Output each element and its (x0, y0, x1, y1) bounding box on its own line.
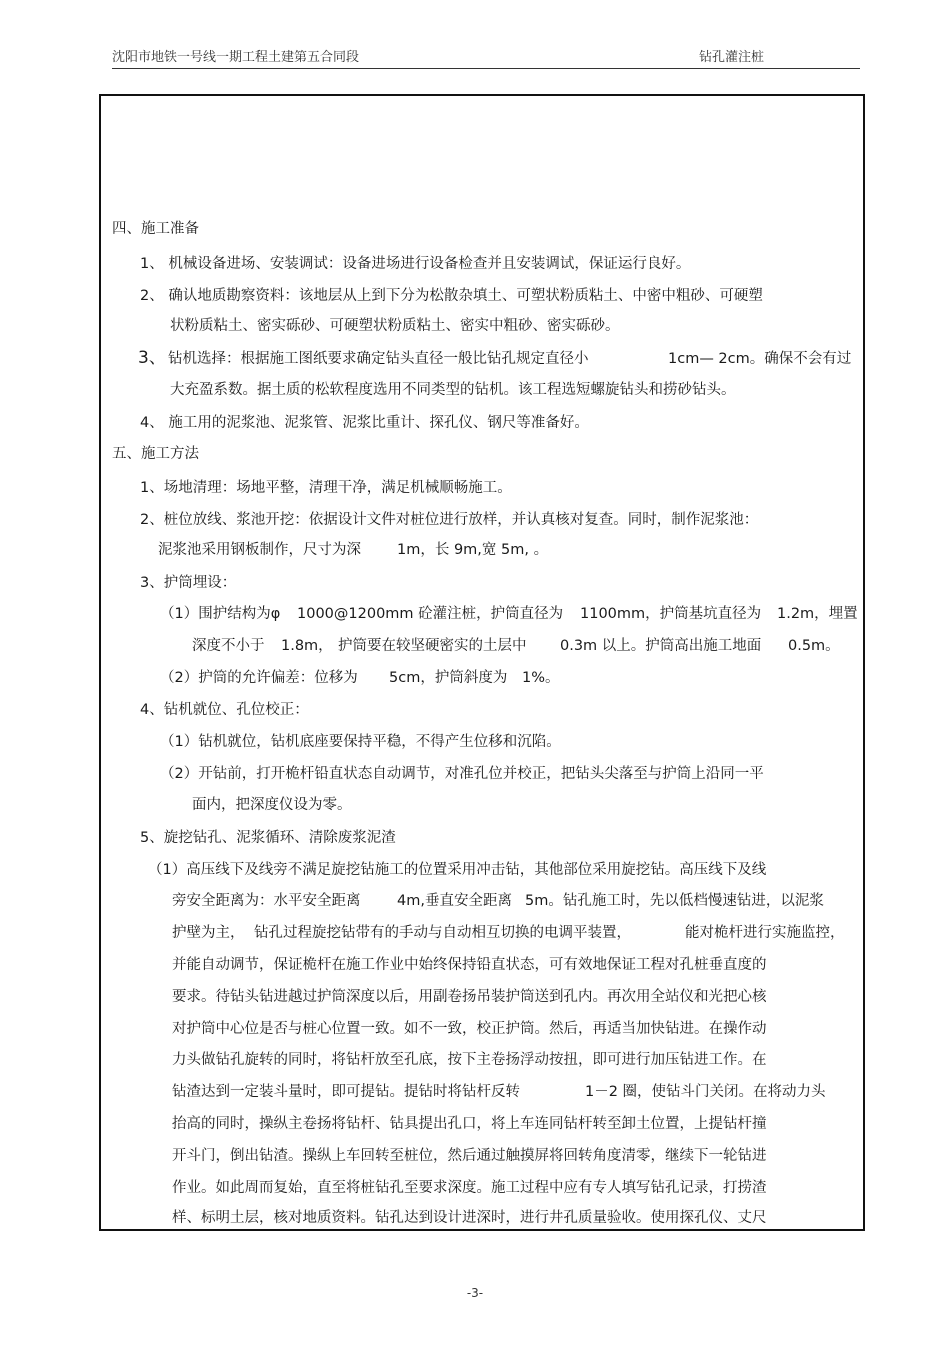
page-header (112, 44, 860, 66)
text-line: 1cm— 2cm。确保不会有过 (668, 351, 852, 367)
text-line: 对护筒中心位是否与桩心位置一致。如不一致，校正护筒。然后，再适当加快钻进。在操作动 (172, 1021, 767, 1037)
header-project-title: 沈阳市地铁一号线一期工程土建第五合同段 (112, 50, 360, 65)
text-line: 深度不小于 (192, 638, 265, 654)
text-line: 5cm，护筒斜度为 (389, 670, 508, 686)
text-line: 0.3m 以上。护筒高出施工地面 (560, 638, 762, 654)
section-heading: 四、施工准备 (112, 221, 199, 237)
text-line: （1）高压线下及线旁不满足旋挖钻施工的位置采用冲击钻，其他部位采用旋挖钻。高压线下及线 (148, 862, 767, 878)
text-line: 1－2 圈，使钻斗门关闭。在将动力头 (585, 1084, 826, 1100)
text-line: （2）护筒的允许偏差：位移为 (160, 670, 358, 686)
text-line: 1、 机械设备进场、安装调试：设备进场进行设备检查并且安装调试，保证运行良好。 (140, 256, 691, 272)
text-line: 大充盈系数。据土质的松软程度选用不同类型的钻机。该工程选短螺旋钻头和捞砂钻头。 (170, 382, 736, 398)
text-line: 1%。 (522, 670, 560, 686)
text-line: 护筒要在较坚硬密实的土层中 (338, 638, 527, 654)
text-line: 钻渣达到一定装斗量时，即可提钻。提钻时将钻杆反转 (172, 1084, 520, 1100)
text-line: 5、旋挖钻孔、泥浆循环、清除废浆泥渣 (140, 830, 396, 846)
text-line: 2、桩位放线、浆池开挖：依据设计文件对桩位进行放样，并认真核对复查。同时，制作泥浆池： (140, 512, 759, 528)
text-line: 并能自动调节，保证桅杆在施工作业中始终保持铅直状态，可有效地保证工程对孔桩垂直度的 (172, 957, 767, 973)
text-line: （1）围护结构为φ (160, 606, 281, 622)
text-line: 1000@1200mm 砼灌注桩，护筒直径为 (297, 606, 564, 622)
text-line: 4、钻机就位、孔位校正： (140, 702, 309, 718)
text-line: 3、护筒埋设： (140, 575, 237, 591)
text-line: 钻机选择：根据施工图纸要求确定钻头直径一般比钻孔规定直径小 (168, 351, 589, 367)
text-line: 要求。待钻头钻进越过护筒深度以后，用副卷扬吊装护筒送到孔内。再次用全站仪和光把心核 (172, 989, 767, 1005)
text-line: 开斗门，倒出钻渣。操纵上车回转至桩位，然后通过触摸屏将回转角度清零，继续下一轮钻进 (172, 1148, 767, 1164)
text-line: 抬高的同时，操纵主卷扬将钻杆、钻具提出孔口，将上车连同钻杆转至卸土位置，上提钻杆撞 (172, 1116, 767, 1132)
text-line: 钻孔过程旋挖钻带有的手动与自动相互切换的电调平装置， (254, 925, 631, 941)
text-line: 5m。钻孔施工时，先以低档慢速钻进，以泥浆 (525, 893, 824, 909)
section-heading: 五、施工方法 (112, 446, 199, 462)
text-line: 泥浆池采用钢板制作，尺寸为深 (158, 542, 361, 558)
text-line: 0.5m。 (788, 638, 840, 654)
text-line: 能对桅杆进行实施监控， (685, 925, 845, 941)
text-line: （2）开钻前，打开桅杆铅直状态自动调节，对准孔位并校正，把钻头尖落至与护筒上沿同一平 (160, 766, 764, 782)
text-line: 1m，长 9m,宽 5m, 。 (397, 542, 549, 558)
header-rule (112, 68, 860, 69)
text-line: 1100mm，护筒基坑直径为 (580, 606, 762, 622)
text-line: 4m,垂直安全距离 (397, 893, 512, 909)
text-line: 旁安全距离为：水平安全距离 (172, 893, 361, 909)
text-line: 1.2m，埋置 (777, 606, 858, 622)
text-line: 4、 施工用的泥浆池、泥浆管、泥浆比重计、探孔仪、钢尺等准备好。 (140, 415, 589, 431)
text-line: 2、 确认地质勘察资料：该地层从上到下分为松散杂填土、可塑状粉质粘土、中密中粗砂、可硬塑 (140, 288, 763, 304)
text-line: 面内，把深度仪设为零。 (192, 797, 352, 813)
text-line: 1、场地清理：场地平整，清理干净，满足机械顺畅施工。 (140, 480, 512, 496)
text-line: 作业。如此周而复始，直至将桩钻孔至要求深度。施工过程中应有专人填写钻孔记录，打捞渣 (172, 1180, 767, 1196)
text-line: 护壁为主， (172, 925, 245, 941)
text-line: 样、标明土层，核对地质资料。钻孔达到设计进深时，进行井孔质量验收。使用探孔仪、丈尺 (172, 1210, 767, 1226)
text-line: 状粉质粘土、密实砾砂、可硬塑状粉质粘土、密实中粗砂、密实砾砂。 (170, 318, 620, 334)
list-number: 3、 (138, 348, 166, 368)
text-line: 1.8m， (281, 638, 333, 654)
page-number: -3- (466, 1286, 484, 1300)
text-line: 力头做钻孔旋转的同时，将钻杆放至孔底，按下主卷扬浮动按扭，即可进行加压钻进工作。在 (172, 1052, 767, 1068)
text-line: （1）钻机就位，钻机底座要保持平稳，不得产生位移和沉陷。 (160, 734, 561, 750)
header-section-title: 钻孔灌注桩 (699, 50, 765, 65)
